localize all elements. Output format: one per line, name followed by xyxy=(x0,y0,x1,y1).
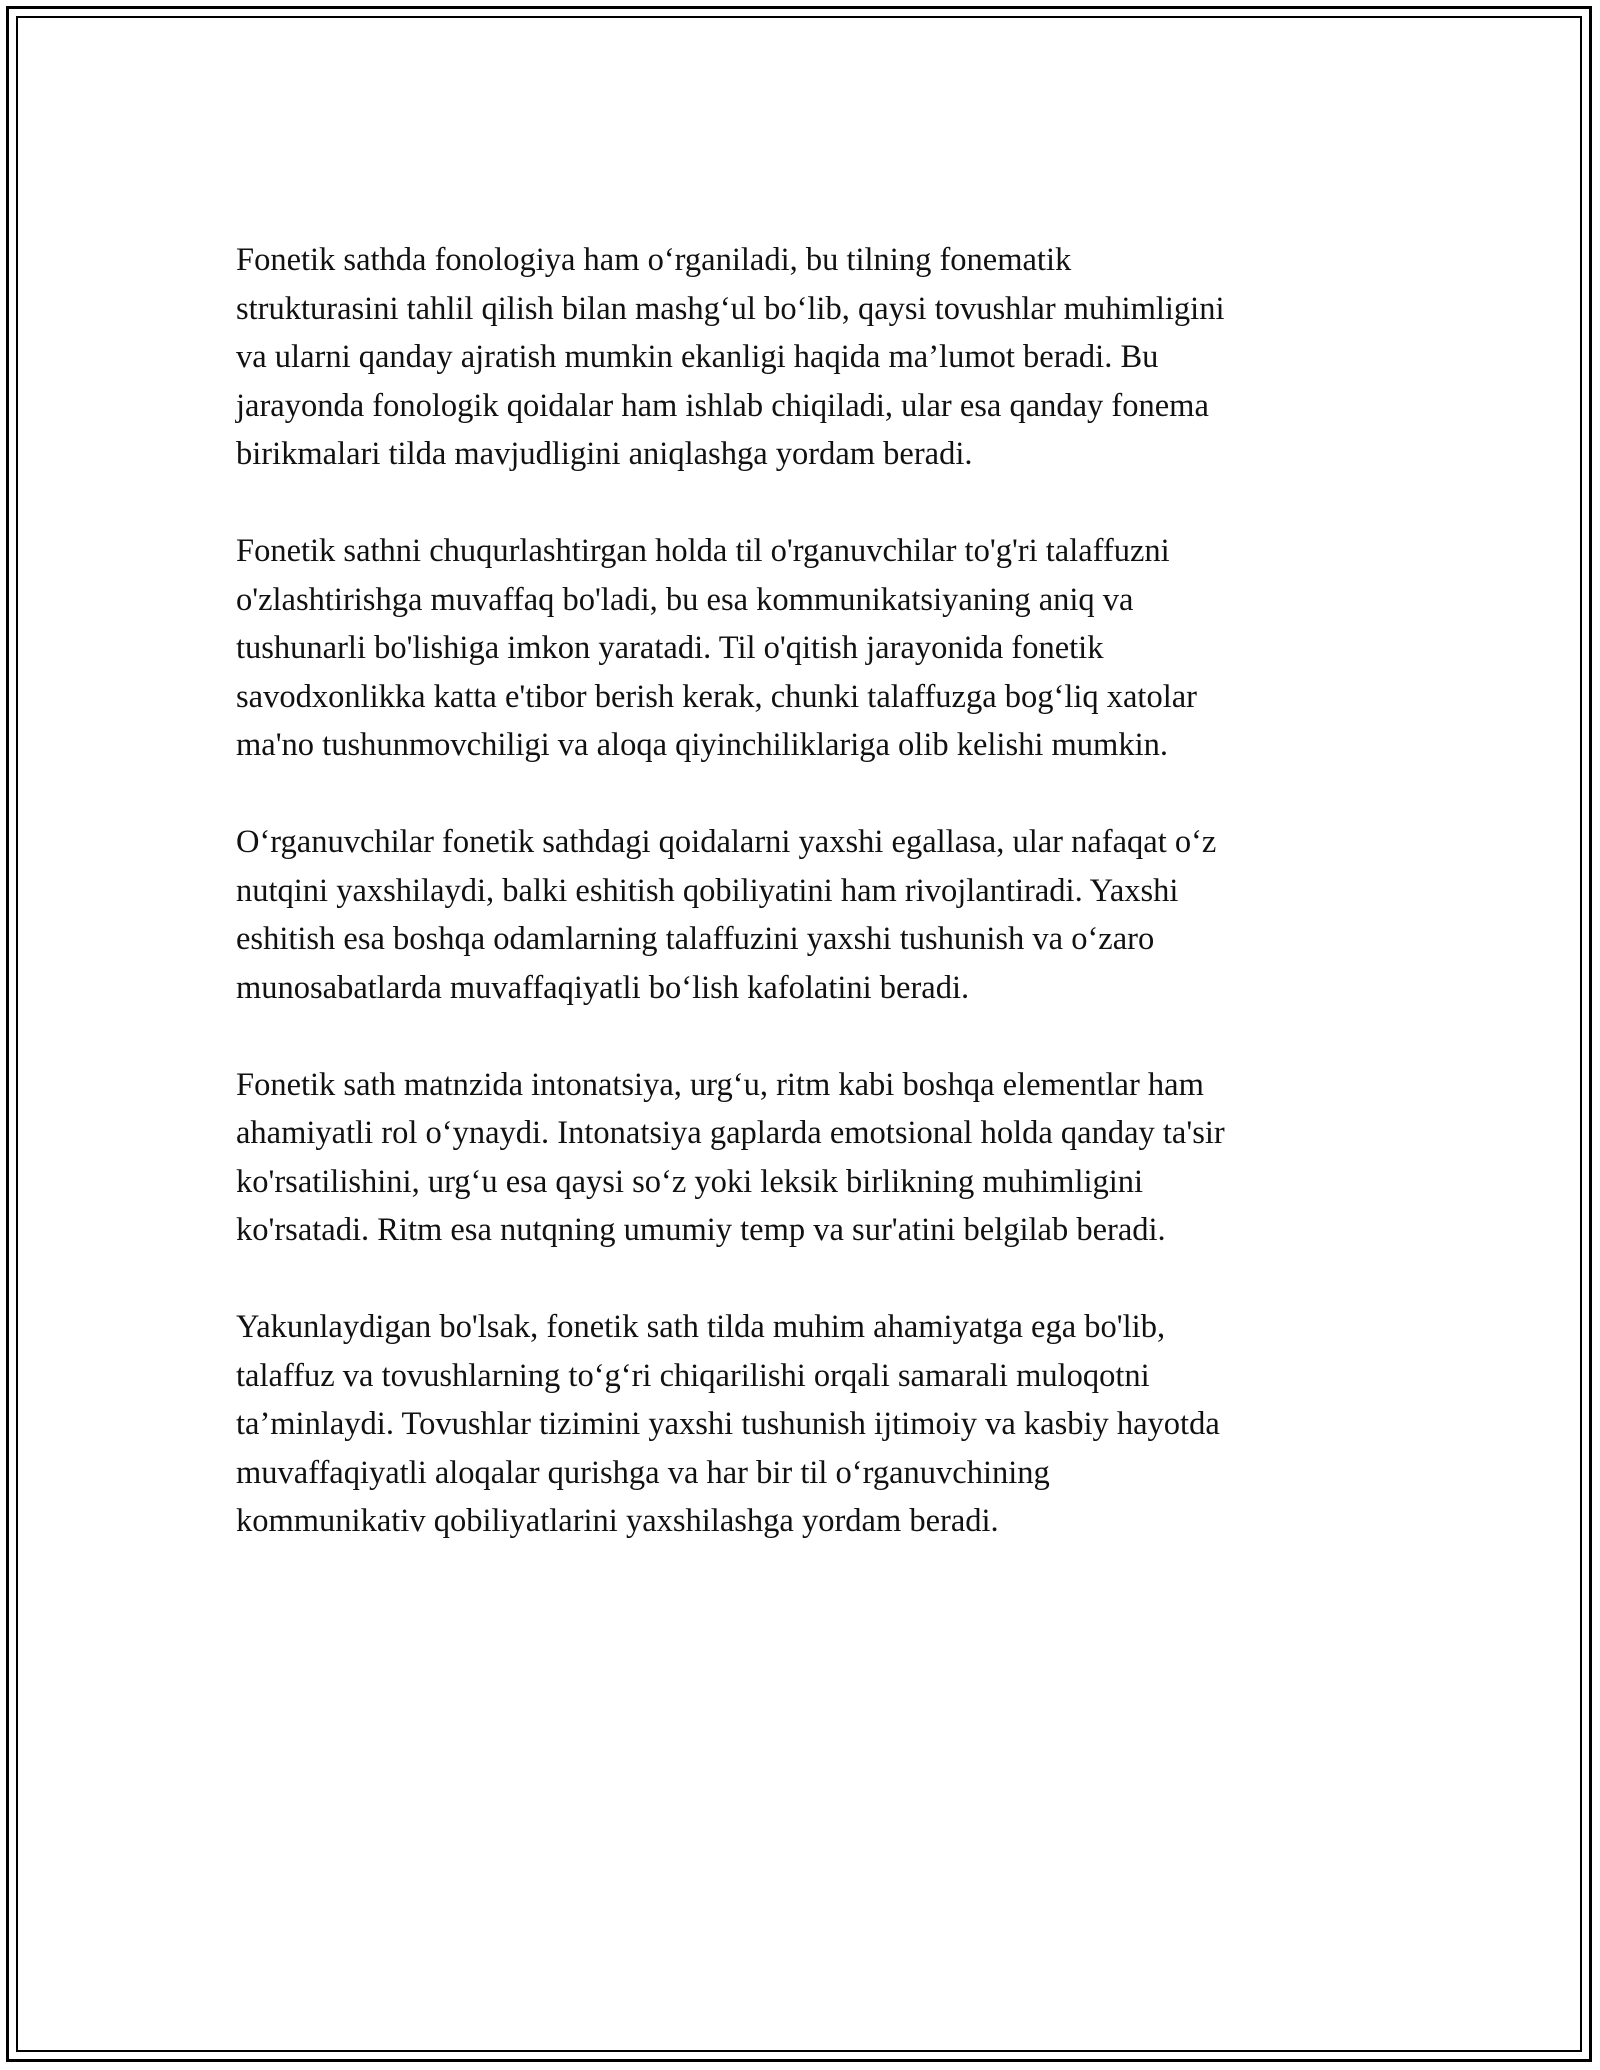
paragraph-3: O‘rganuvchilar fonetik sathdagi qoidalarni yaxshi egallasa, ular nafaqat o‘z nutqini yaxshilaydi, balki eshitish qobiliyatini ham rivojlantiradi. Yaxshi eshitish esa boshqa odamlarning talaffuzini yaxshi tushunish va o‘zaro munosabatlarda muvaffaqiyatli bo‘lish kafolatini beradi. xyxy=(236,824,1217,1006)
paragraph-1: Fonetik sathda fonologiya ham o‘rganiladi, bu tilning fonematik strukturasini tahlil qilish bilan mashg‘ul bo‘lib, qaysi tovushlar muhimligini va ularni qanday ajratish mumkin ekanligi haqida ma’lumot beradi. Bu jarayonda fonologik qoidalar ham ishlab chiqiladi, ular esa qanday fonema birikmalari tilda mavjudligini aniqlashga yordam beradi. xyxy=(236,242,1225,472)
document-body xyxy=(236,236,1386,1546)
paragraph-4: Fonetik sath matnzida intonatsiya, urg‘u, ritm kabi boshqa elementlar ham ahamiyatli rol o‘ynaydi. Intonatsiya gaplarda emotsional holda qanday ta'sir ko'rsatilishini, urg‘u esa qaysi so‘z yoki leksik birlikning muhimligini ko'rsatadi. Ritm esa nutqning umumiy temp va sur'atini belgilab beradi. xyxy=(236,1066,1225,1248)
paragraph-2: Fonetik sathni chuqurlashtirgan holda til o'rganuvchilar to'g'ri talaffuzni o'zlashtirishga muvaffaq bo'ladi, bu esa kommunikatsiyaning aniq va tushunarli bo'lishiga imkon yaratadi. Til o'qitish jarayonida fonetik savodxonlikka katta e'tibor berish kerak, chunki talaffuzga bog‘liq xatolar ma'no tushunmovchiligi va aloqa qiyinchiliklariga olib kelishi mumkin. xyxy=(236,533,1197,763)
paragraph-5: Yakunlaydigan bo'lsak, fonetik sath tilda muhim ahamiyatga ega bo'lib, talaffuz va tovushlarning to‘g‘ri chiqarilishi orqali samarali muloqotni ta’minlaydi. Tovushlar tizimini yaxshi tushunish ijtimoiy va kasbiy hayotda muvaffaqiyatli aloqalar qurishga va har bir til o‘rganuvchining kommunikativ qobiliyatlarini yaxshilashga yordam beradi. xyxy=(236,1309,1220,1539)
